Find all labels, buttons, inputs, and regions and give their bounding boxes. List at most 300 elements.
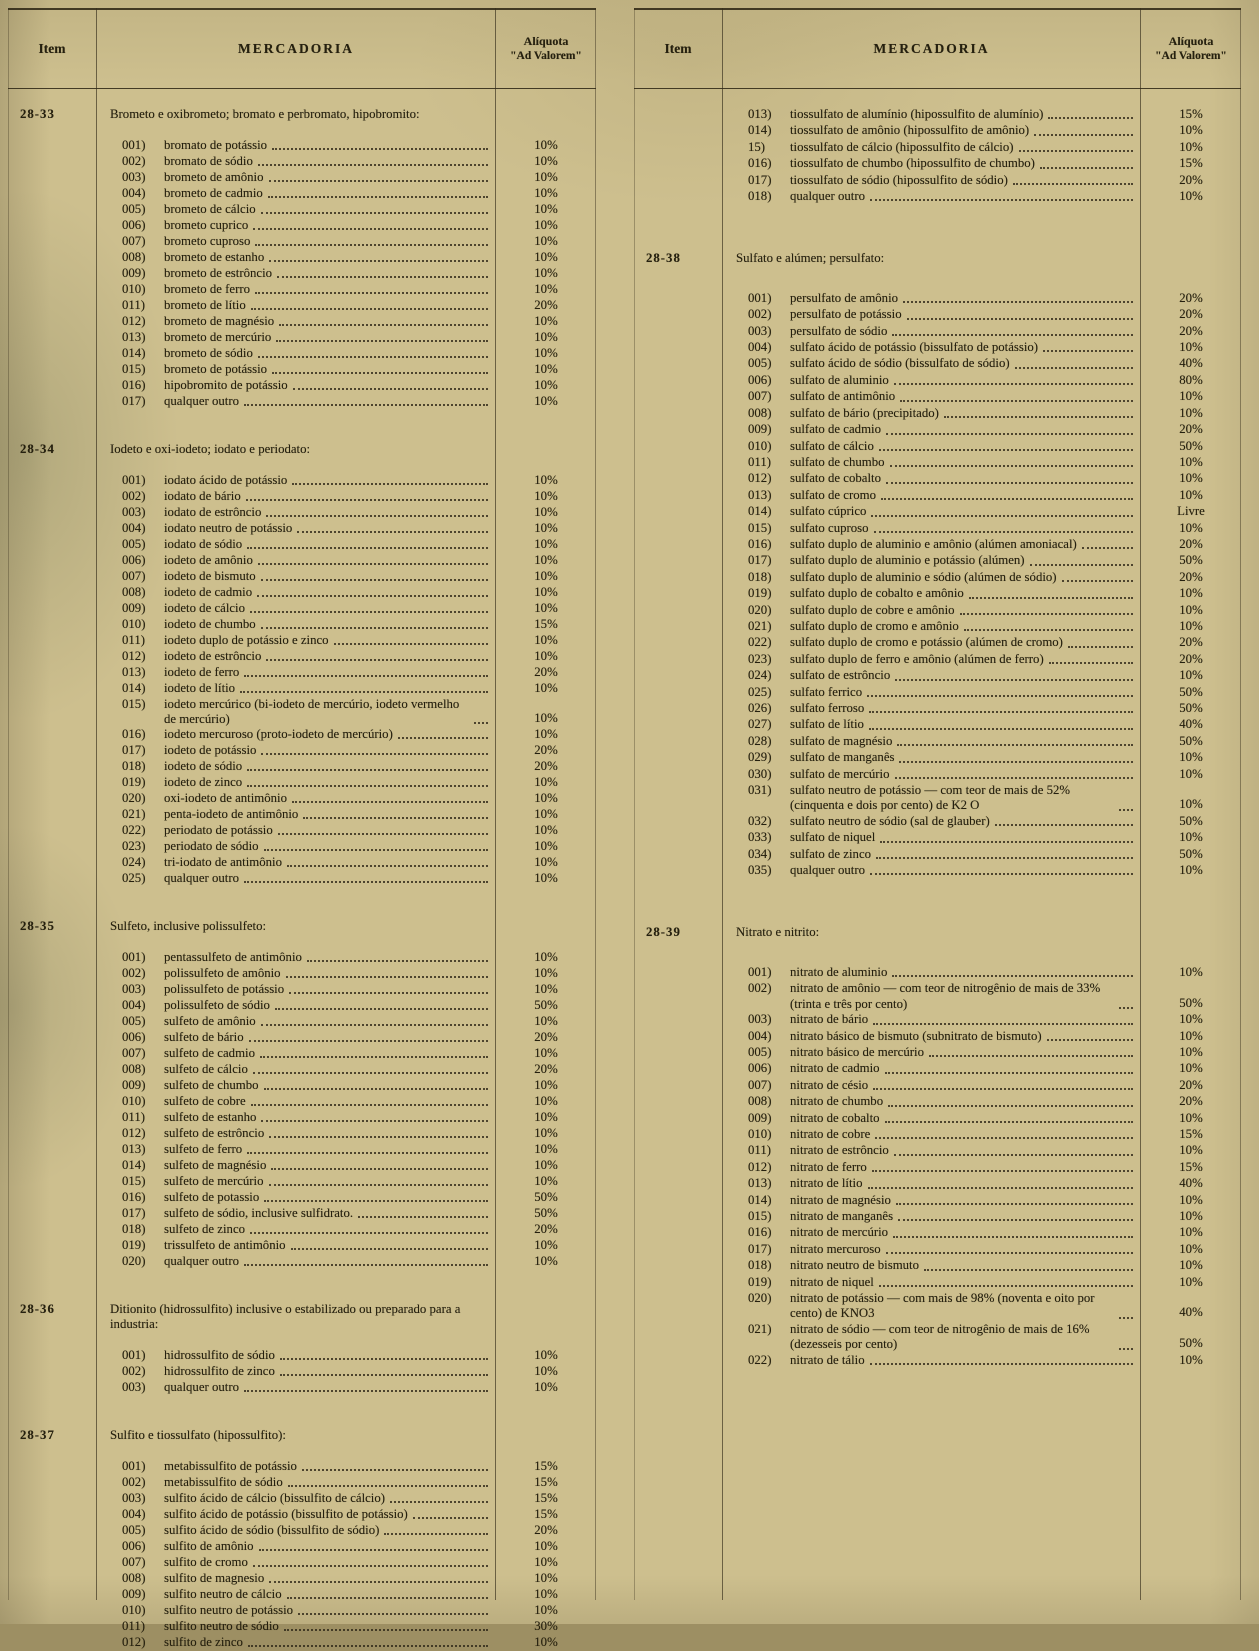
entry-code: 007) [122, 1046, 146, 1060]
item-cell [8, 1222, 96, 1238]
entry-description: brometo de ferro [164, 282, 250, 296]
dot-leader [244, 1263, 488, 1266]
entry-code: 001) [122, 473, 146, 487]
entry-body [164, 585, 491, 600]
rate-value: 10% [534, 218, 558, 232]
entry-code: 15) [748, 139, 766, 154]
entry-body [790, 1353, 1136, 1368]
dot-leader [289, 991, 488, 994]
mercadoria-cell [96, 1523, 496, 1539]
entry-code: 013) [122, 665, 146, 679]
rate-value: 10% [1179, 1143, 1203, 1158]
rate-value: 10% [534, 839, 558, 853]
dot-leader [886, 481, 1133, 484]
dot-leader [995, 823, 1133, 826]
entry [728, 1258, 1136, 1273]
rate-value: 10% [1179, 471, 1203, 486]
entry [102, 298, 491, 313]
entry [728, 1143, 1136, 1158]
entry [728, 668, 1136, 683]
mercadoria-cell [722, 1291, 1141, 1322]
dot-leader [1040, 166, 1133, 169]
item-cell [8, 1110, 96, 1126]
mercadoria-cell [96, 585, 496, 601]
entry-body [164, 282, 491, 297]
item-cell [8, 1491, 96, 1507]
entry-body [790, 356, 1136, 371]
entry-code: 008) [748, 1094, 772, 1109]
rate-value: 10% [1179, 123, 1203, 138]
item-cell [634, 1209, 722, 1225]
group-header-row [634, 925, 1241, 940]
dot-leader [886, 432, 1133, 435]
entry [102, 791, 491, 806]
rate-value: 50% [1179, 1336, 1203, 1351]
entry-description: nitrato de chumbo [790, 1094, 884, 1109]
table-row [634, 373, 1241, 389]
table-row [634, 981, 1241, 1012]
entry-description: nitrato de cobalto [790, 1110, 880, 1125]
entry-description: sulfato de estrôncio [790, 668, 891, 683]
entry [102, 1126, 491, 1141]
entry [728, 685, 1136, 700]
dot-leader [1082, 546, 1133, 549]
table-row [634, 701, 1241, 717]
entry [102, 1046, 491, 1061]
entry-body [164, 982, 491, 997]
entry-body [164, 362, 491, 377]
item-cell [634, 1322, 722, 1353]
entry-code: 012) [748, 471, 772, 486]
entry [728, 1111, 1136, 1126]
entry-description: tiossulfato de chumbo (hipossulfito de chumbo) [790, 156, 1035, 171]
item-cell [8, 1238, 96, 1254]
entry-code: 024) [122, 855, 146, 869]
entry-description: sulfato neutro de potássio — com teor de mais de 52% (cinquenta e dois por cento) de K2 O [790, 783, 1071, 813]
table-row [634, 504, 1241, 520]
dot-leader [894, 1153, 1133, 1156]
entry [102, 1380, 491, 1395]
dot-leader [1034, 133, 1133, 136]
entry-code: 008) [122, 250, 146, 264]
entry-code: 001) [122, 950, 146, 964]
mercadoria-cell [722, 814, 1141, 830]
rate-value: 10% [534, 394, 558, 408]
entry-description: metabissulfito de sódio [164, 1475, 283, 1489]
table-row [634, 1012, 1241, 1028]
entry [102, 330, 491, 345]
mercadoria-cell [96, 218, 496, 234]
entry-description: sulfato ferroso [790, 701, 865, 715]
mercadoria-cell [96, 250, 496, 266]
entry-body [790, 717, 1136, 732]
entry [728, 1291, 1136, 1322]
group-code: 28-35 [20, 919, 55, 933]
mercadoria-cell [96, 314, 496, 330]
group-title: Sulfato e alúmen; persulfato: [736, 251, 885, 266]
entry-body [164, 727, 491, 742]
entry-body [790, 863, 1136, 878]
entry [728, 422, 1136, 437]
rate-value: 10% [534, 186, 558, 200]
entry-description: brometo de mercúrio [164, 330, 272, 344]
entry-description: oxi-iodeto de antimônio [164, 791, 287, 805]
item-cell [634, 1045, 722, 1061]
entry-description: trissulfeto de antimônio [164, 1238, 286, 1252]
entry-body [164, 871, 491, 886]
entry-body [164, 202, 491, 217]
entry-body [164, 553, 491, 568]
table-row [634, 324, 1241, 340]
entry [102, 266, 491, 281]
entry-description: sulfato de bário (precipitado) [790, 405, 939, 420]
entry-description: sulfato de aluminio [790, 372, 889, 387]
dot-leader [280, 1373, 488, 1376]
entry-description: polissulfeto de potássio [164, 982, 285, 996]
item-cell [8, 759, 96, 775]
entry-description: iodeto de cálcio [164, 601, 246, 615]
rate-value: 10% [534, 1555, 558, 1569]
mercadoria-cell [96, 553, 496, 569]
dot-leader [307, 959, 488, 962]
entry [102, 282, 491, 297]
dot-leader [874, 530, 1133, 533]
mercadoria-cell [96, 759, 496, 775]
mercadoria-cell [96, 505, 496, 521]
entry-code: 017) [122, 743, 146, 757]
entry-code: 009) [122, 1078, 146, 1092]
dot-leader [892, 974, 1133, 977]
item-cell [8, 727, 96, 743]
entry-code: 006) [122, 218, 146, 232]
header-aliquota-line1: Alíquota [523, 34, 569, 48]
mercadoria-cell [96, 1587, 496, 1603]
entry-description: tiossulfato de cálcio (hipossulfito de cálcio) [790, 139, 1014, 154]
entry-code: 029) [748, 750, 772, 765]
entry-body [164, 1238, 491, 1253]
entry-body [164, 633, 491, 648]
entry [102, 346, 491, 361]
mercadoria-cell [96, 1014, 496, 1030]
rate-value: 30% [534, 1619, 558, 1633]
table-row [634, 1111, 1241, 1127]
rate-value: 15% [534, 1507, 558, 1521]
tariff-table-right [634, 8, 1241, 1614]
dot-leader [929, 1054, 1133, 1057]
entry-body [790, 783, 1136, 814]
group-code: 28-37 [20, 1428, 55, 1442]
entry-body [790, 1127, 1136, 1142]
item-cell [634, 173, 722, 189]
item-cell [634, 1094, 722, 1110]
table-row [634, 1143, 1241, 1159]
dot-leader [334, 642, 488, 645]
table-header [634, 8, 1241, 89]
table-rule-vertical [495, 8, 496, 1600]
rate-value: 10% [534, 633, 558, 647]
entry-code: 017) [748, 1241, 772, 1256]
entry-body [164, 759, 491, 774]
mercadoria-cell [722, 406, 1141, 422]
dot-leader [872, 1169, 1133, 1172]
item-cell [634, 767, 722, 783]
dot-leader [893, 1235, 1133, 1238]
mercadoria-cell [96, 489, 496, 505]
mercadoria-cell [96, 1238, 496, 1254]
entry-code: 009) [748, 1110, 772, 1125]
table-row [634, 123, 1241, 139]
entry-description: iodeto mercuroso (proto-iodeto de mercúrio) [164, 727, 393, 741]
entry-body [164, 1158, 491, 1173]
entry-body [790, 734, 1136, 749]
item-cell [8, 521, 96, 537]
entry-description: qualquer outro [164, 1380, 239, 1394]
entry-code: 022) [748, 1352, 772, 1367]
entry-description: sulfato duplo de cromo e potássio (alúmen de cromo) [790, 635, 1063, 650]
dot-leader [390, 1500, 488, 1503]
mercadoria-cell [722, 107, 1141, 123]
rate-value: 50% [1179, 553, 1203, 568]
mercadoria-cell [96, 1206, 496, 1222]
entry-code: 022) [748, 635, 772, 650]
entry-description: periodato de sódio [164, 839, 259, 853]
entry [102, 1158, 491, 1173]
dot-leader [1119, 1347, 1133, 1350]
rate-value: 10% [534, 346, 558, 360]
item-cell [634, 1111, 722, 1127]
header-aliquota-line1: Alíquota [1168, 34, 1214, 48]
entry-body [790, 701, 1136, 716]
rate-value: 20% [1179, 635, 1203, 650]
entry-code: 035) [748, 863, 772, 878]
entry-description: nitrato de niquel [790, 1274, 874, 1289]
entry-description: brometo cuproso [164, 234, 251, 248]
entry-body [790, 1209, 1136, 1224]
mercadoria-cell [722, 471, 1141, 487]
rate-value: 10% [1179, 139, 1203, 154]
entry-body [164, 1475, 491, 1490]
dot-leader [249, 1039, 488, 1042]
table-row [634, 553, 1241, 569]
rate-value: 10% [534, 1110, 558, 1124]
dot-leader [287, 1596, 488, 1599]
entry-description: sulfeto de estrôncio [164, 1126, 265, 1140]
table-row [634, 471, 1241, 487]
item-cell [8, 266, 96, 282]
entry-code: 001) [748, 290, 772, 305]
mercadoria-cell [722, 455, 1141, 471]
entry-code: 010) [122, 617, 146, 631]
entry-code: 002) [122, 489, 146, 503]
dot-leader [964, 628, 1133, 631]
entry [102, 1206, 491, 1221]
entry [728, 1353, 1136, 1368]
entry-description: sulfato ferrico [790, 684, 863, 699]
rate-value: 10% [534, 330, 558, 344]
dot-leader [264, 1087, 488, 1090]
item-cell [8, 346, 96, 362]
mercadoria-cell [722, 291, 1141, 307]
mercadoria-cell [96, 1380, 496, 1396]
entry-description: sulfito de zinco [164, 1635, 243, 1649]
entry-body [164, 807, 491, 822]
mercadoria-cell [722, 830, 1141, 846]
table-row [634, 156, 1241, 172]
mercadoria-cell [722, 685, 1141, 701]
table-row [634, 783, 1241, 814]
entry-body [164, 1014, 491, 1029]
rate-cell [1141, 266, 1241, 267]
entry-body [790, 291, 1136, 306]
entry-description: sulfeto de cálcio [164, 1062, 248, 1076]
item-cell [8, 585, 96, 601]
entry [728, 1225, 1136, 1240]
mercadoria-cell [96, 807, 496, 823]
entry [728, 307, 1136, 322]
rate-value: 20% [534, 759, 558, 773]
table-row [634, 1078, 1241, 1094]
entry-body [790, 767, 1136, 782]
entry-code: 013) [122, 1142, 146, 1156]
entry-code: 017) [748, 553, 772, 568]
tariff-group [634, 107, 1241, 205]
mercadoria-cell [722, 389, 1141, 405]
item-cell [634, 324, 722, 340]
entry [102, 394, 491, 409]
entry [728, 488, 1136, 503]
entry-code: 006) [748, 372, 772, 387]
item-cell [634, 140, 722, 156]
entry-code: 014) [122, 1158, 146, 1172]
entry-body [790, 1193, 1136, 1208]
rate-value: 10% [1179, 618, 1203, 633]
rate-value: 10% [1179, 520, 1203, 535]
table-row [634, 814, 1241, 830]
rate-value: 10% [534, 966, 558, 980]
entry-code: 016) [748, 1225, 772, 1240]
dot-leader [244, 403, 488, 406]
entry-body [790, 1143, 1136, 1158]
entry [728, 1160, 1136, 1175]
entry-code: 001) [748, 964, 772, 979]
mercadoria-cell [96, 378, 496, 394]
item-cell [8, 1030, 96, 1046]
entry-code: 017) [122, 1206, 146, 1220]
table-row [634, 1176, 1241, 1192]
entry-description: metabissulfito de potássio [164, 1459, 297, 1473]
table-row [634, 537, 1241, 553]
dot-leader [246, 498, 488, 501]
table-row [634, 734, 1241, 750]
entry-description: sulfato duplo de aluminio e amônio (alúmen amoniacal) [790, 536, 1077, 551]
mercadoria-cell [722, 1193, 1141, 1209]
dot-leader [291, 1247, 488, 1250]
rate-value: 10% [1179, 668, 1203, 683]
dot-leader [258, 355, 488, 358]
entry-body [164, 1174, 491, 1189]
mercadoria-cell [96, 633, 496, 649]
entry-description: iodeto de cadmio [164, 585, 253, 599]
mercadoria-cell [96, 362, 496, 378]
rate-value: 10% [534, 1571, 558, 1585]
item-cell [8, 966, 96, 982]
entry-body [790, 156, 1136, 171]
entry [102, 1110, 491, 1125]
entry-description: nitrato de potássio — com mais de 98% (noventa e oito por cento) de KNO3 [790, 1291, 1095, 1321]
mercadoria-cell [96, 1190, 496, 1206]
entry-code: 015) [122, 1174, 146, 1188]
dot-leader [240, 690, 488, 693]
mercadoria-cell [96, 1571, 496, 1587]
entry-description: sulfeto de ferro [164, 1142, 243, 1156]
entry-body [164, 1062, 491, 1077]
entry-description: sulfeto de cobre [164, 1094, 246, 1108]
entry [102, 250, 491, 265]
item-cell [8, 1190, 96, 1206]
item-cell [634, 603, 722, 619]
entry-code: 014) [748, 504, 772, 519]
mercadoria-cell [722, 619, 1141, 635]
table-row [634, 750, 1241, 766]
table-row [634, 340, 1241, 356]
rate-value: 10% [534, 569, 558, 583]
entry-description: tiossulfato de amônio (hipossulfito de amônio) [790, 123, 1030, 138]
dot-leader [258, 562, 488, 565]
rate-value: 10% [534, 1158, 558, 1172]
entry-body [164, 823, 491, 838]
table-row [634, 1193, 1241, 1209]
table-row [8, 1619, 596, 1635]
entry-code: 010) [122, 1603, 146, 1617]
rate-value: 15% [1179, 1126, 1203, 1141]
entry-body [790, 1012, 1136, 1027]
mercadoria-cell [722, 1225, 1141, 1241]
mercadoria-cell [96, 1635, 496, 1651]
table-row [634, 1291, 1241, 1322]
item-cell [8, 553, 96, 569]
rate-value: 10% [1179, 766, 1203, 781]
item-cell [634, 1258, 722, 1274]
entry-code: 021) [122, 807, 146, 821]
item-cell [8, 1380, 96, 1396]
entry-body [164, 743, 491, 758]
entry [102, 585, 491, 600]
entry-description: sulfito de cromo [164, 1555, 248, 1569]
entry [102, 681, 491, 696]
table-row [634, 406, 1241, 422]
table-rule-vertical [1140, 8, 1141, 1600]
entry [728, 521, 1136, 536]
table-rule-vertical [96, 8, 97, 1600]
item-cell [8, 314, 96, 330]
entry-description: nitrato básico de mercúrio [790, 1044, 924, 1059]
entry [728, 1029, 1136, 1044]
entry-description: polissulfeto de sódio [164, 998, 270, 1012]
item-cell [634, 189, 722, 205]
entry-body [164, 601, 491, 616]
entry-body [164, 394, 491, 409]
entry-description: nitrato de lítio [790, 1176, 863, 1191]
entry-body [790, 488, 1136, 503]
rate-value: 10% [534, 649, 558, 663]
mercadoria-cell [722, 1029, 1141, 1045]
entry [102, 697, 491, 727]
dot-leader [261, 211, 488, 214]
table-row [634, 652, 1241, 668]
mercadoria-cell [96, 1539, 496, 1555]
entry-body [164, 1507, 491, 1522]
entry-code: 011) [122, 1619, 145, 1633]
